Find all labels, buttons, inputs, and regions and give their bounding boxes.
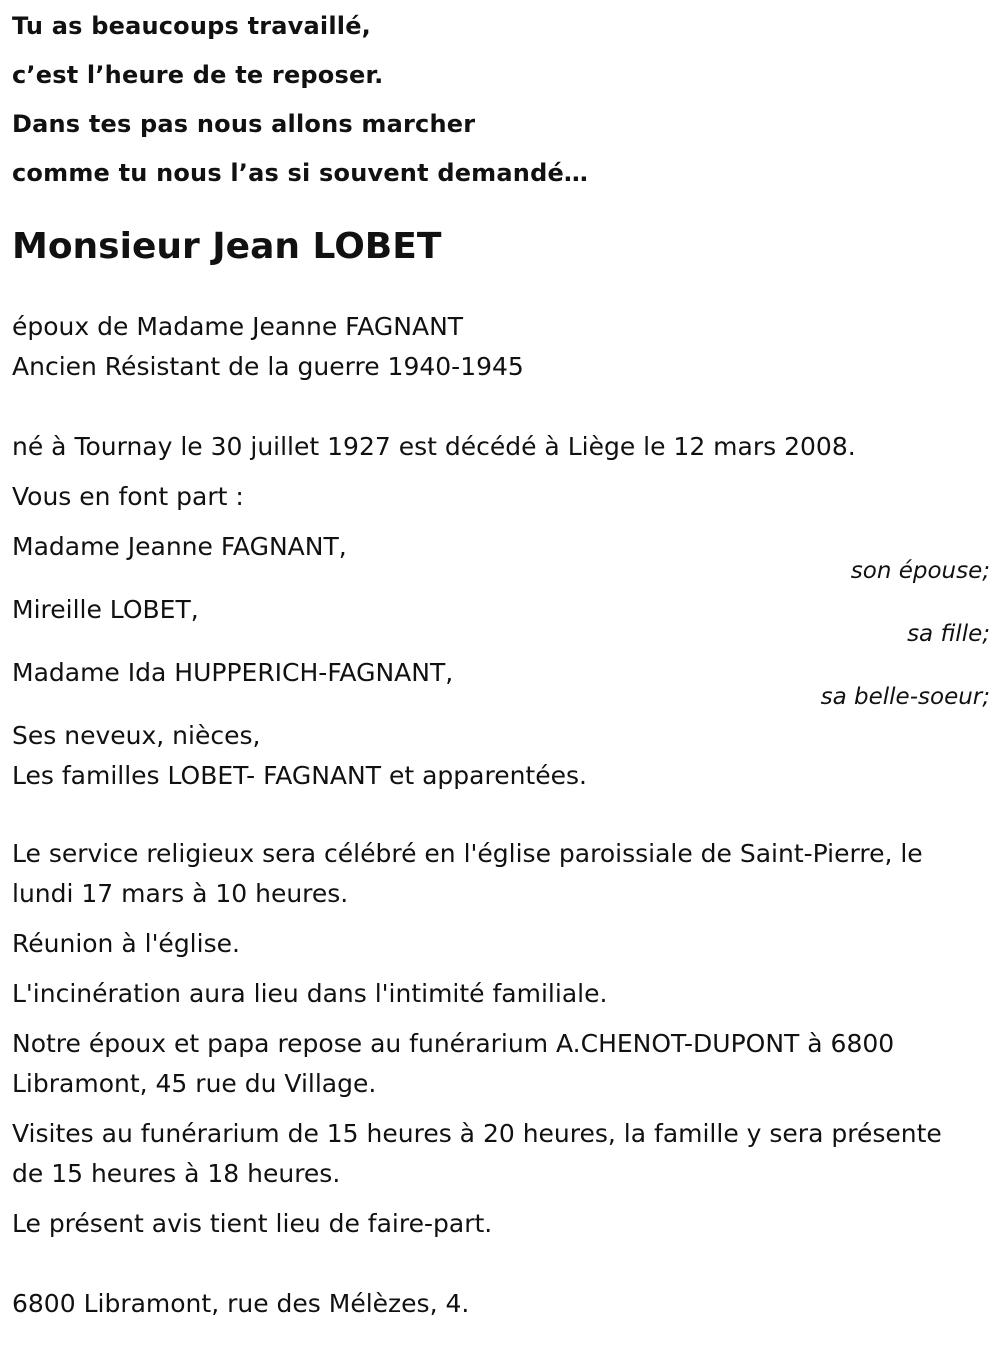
verse-line: c’est l’heure de te reposer. <box>12 61 384 89</box>
announcement-intro: Vous en font part : <box>12 482 244 511</box>
family-member-name: Madame Ida HUPPERICH-FAGNANT, <box>12 658 454 687</box>
family-member-relation: sa fille; <box>907 621 990 647</box>
verse-line: comme tu nous l’as si souvent demandé… <box>12 159 589 187</box>
service-details <box>12 834 990 1244</box>
obituary-notice <box>12 0 990 1324</box>
family-member <box>12 527 990 590</box>
verse-line: Tu as beaucoups travaillé, <box>12 12 371 40</box>
poem-verse <box>12 0 990 202</box>
title-line: Ancien Résistant de la guerre 1940-1945 <box>12 352 524 381</box>
visits-line: Visites au funérarium de 15 heures à 20 heures, la famille y sera présente <box>12 1119 942 1148</box>
service-line: Le service religieux sera célébré en l'église paroissiale de Saint-Pierre, le <box>12 839 923 868</box>
family-member <box>12 590 990 653</box>
meeting-line: Réunion à l'église. <box>12 929 240 958</box>
deceased-name: Monsieur Jean LOBET <box>12 226 442 267</box>
rest-line: Notre époux et papa repose au funérarium A.CHENOT-DUPONT à 6800 <box>12 1029 895 1058</box>
visits-line: de 15 heures à 18 heures. <box>12 1159 341 1188</box>
spouse-line: époux de Madame Jeanne FAGNANT <box>12 312 464 341</box>
family-member-name: Madame Jeanne FAGNANT, <box>12 532 347 561</box>
deceased-details <box>12 307 990 387</box>
relatives-line: Ses neveux, nièces, <box>12 721 261 750</box>
cremation-line: L'incinération aura lieu dans l'intimité familiale. <box>12 979 608 1008</box>
home-address: 6800 Libramont, rue des Mélèzes, 4. <box>12 1289 470 1318</box>
relatives-line: Les familles LOBET- FAGNANT et apparentées. <box>12 761 587 790</box>
notice-line: Le présent avis tient lieu de faire-part. <box>12 1209 493 1238</box>
service-line: lundi 17 mars à 10 heures. <box>12 879 349 908</box>
verse-line: Dans tes pas nous allons marcher <box>12 110 476 138</box>
family-member-relation: sa belle-soeur; <box>820 684 990 710</box>
family-member-name: Mireille LOBET, <box>12 595 199 624</box>
family-member-relation: son épouse; <box>850 558 990 584</box>
birth-death-line: né à Tournay le 30 juillet 1927 est décédé à Liège le 12 mars 2008. <box>12 432 856 461</box>
relatives-block <box>12 716 990 796</box>
family-list <box>12 527 990 716</box>
rest-line: Libramont, 45 rue du Village. <box>12 1069 377 1098</box>
family-member <box>12 653 990 716</box>
